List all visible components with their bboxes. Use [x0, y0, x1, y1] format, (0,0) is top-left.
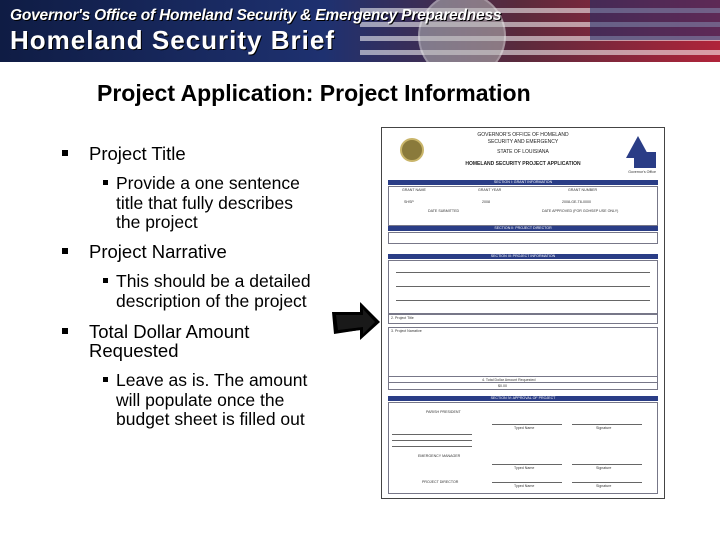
- signature-line: [492, 482, 562, 483]
- project-title-field: [388, 314, 658, 324]
- form-title: HOMELAND SECURITY PROJECT APPLICATION: [465, 161, 581, 167]
- bullet-total-amount-cont: Requested: [89, 340, 179, 361]
- arrow-right-icon: [330, 300, 382, 342]
- grant-number-label: GRANT NUMBER: [568, 188, 598, 192]
- flag-stripe: [360, 50, 720, 55]
- sub-bullet-text: will populate once the: [116, 390, 285, 410]
- typed-name-label: Typed Name: [514, 426, 535, 430]
- sub-bullet-text: title that fully describes: [116, 193, 294, 213]
- form-state: STATE OF LOUISIANA: [497, 149, 549, 155]
- sub-bullet-text: budget sheet is filled out: [116, 409, 305, 429]
- logo-caption: Governor's Office: [628, 170, 656, 174]
- bullet-total-amount: Total Dollar Amount: [89, 321, 250, 342]
- form-office-line: GOVERNOR'S OFFICE OF HOMELAND: [477, 132, 569, 138]
- sub-bullet-text: description of the project: [116, 291, 307, 311]
- sub-bullet-text: Leave as is. The amount: [116, 370, 308, 390]
- bullet-icon: [62, 150, 68, 156]
- project-narrative-field: [388, 327, 658, 383]
- project-narrative-label: 3. Project Narrative: [391, 329, 422, 333]
- bullet-project-title: Project Title: [89, 143, 186, 164]
- section-header: SECTION III: PROJECT INFORMATION: [388, 254, 658, 259]
- section-header: SECTION IV: APPROVAL OF PROJECT: [388, 396, 658, 401]
- form-rule: [396, 272, 650, 273]
- section-header: SECTION I: GRANT INFORMATION: [388, 180, 658, 185]
- grant-number-value: 2008-GE-T8-0000: [562, 200, 591, 204]
- bullet-icon: [62, 248, 68, 254]
- bullet-project-narrative: Project Narrative: [89, 241, 227, 262]
- signature-line: [492, 464, 562, 465]
- flag-stars: [590, 0, 720, 40]
- banner-title: Homeland Security Brief: [10, 25, 335, 55]
- signature-label: Signature: [596, 484, 612, 488]
- signature-label: Signature: [596, 426, 612, 430]
- signature-line: [492, 424, 562, 425]
- sub-bullet-text: the project: [116, 212, 198, 232]
- signature-line: [572, 424, 642, 425]
- bullet-icon: [62, 328, 68, 334]
- parish-president-label: PARISH PRESIDENT: [426, 410, 461, 414]
- sub-bullet-text: Provide a one sentence: [116, 173, 300, 193]
- total-amount-label: 4. Total Dollar Amount Requested: [482, 378, 536, 382]
- date-approved-label: DATE APPROVED (FOR GOHSEP USE ONLY): [542, 209, 619, 213]
- sub-bullet-icon: [103, 278, 108, 283]
- form-rule: [392, 446, 472, 447]
- signature-line: [572, 482, 642, 483]
- total-amount-value: $0.00: [498, 384, 507, 388]
- project-title-label: 2. Project Title: [391, 316, 414, 320]
- application-form-thumbnail: [381, 127, 665, 499]
- section-header: SECTION II: PROJECT DIRECTOR: [388, 226, 658, 231]
- office-name: Governor's Office of Homeland Security & Emergency Preparedness: [10, 7, 502, 24]
- header-banner: [0, 0, 720, 62]
- grant-name-value: SHSP: [404, 200, 414, 204]
- typed-name-label: Typed Name: [514, 466, 535, 470]
- grant-year-label: GRANT YEAR: [478, 188, 502, 192]
- form-rule: [392, 440, 472, 441]
- signature-label: Signature: [596, 466, 612, 470]
- grant-year-value: 2008: [482, 200, 490, 204]
- form-rule: [392, 434, 472, 435]
- form-office-line: SECURITY AND EMERGENCY: [487, 139, 559, 145]
- sub-bullet-icon: [103, 377, 108, 382]
- grant-info-box: [388, 186, 658, 226]
- form-rule: [396, 300, 650, 301]
- sub-bullet-icon: [103, 180, 108, 185]
- signature-line: [572, 464, 642, 465]
- typed-name-label: Typed Name: [514, 484, 535, 488]
- project-director-box: [388, 232, 658, 244]
- page-title: Project Application: Project Information: [97, 80, 531, 106]
- project-director-label: PROJECT DIRECTOR: [422, 480, 459, 484]
- date-submitted-label: DATE SUBMITTED: [428, 209, 460, 213]
- emergency-manager-label: EMERGENCY MANAGER: [418, 454, 461, 458]
- project-info-box: [388, 260, 658, 314]
- form-rule: [396, 286, 650, 287]
- sub-bullet-text: This should be a detailed: [116, 271, 311, 291]
- grant-name-label: GRANT NAME: [402, 188, 426, 192]
